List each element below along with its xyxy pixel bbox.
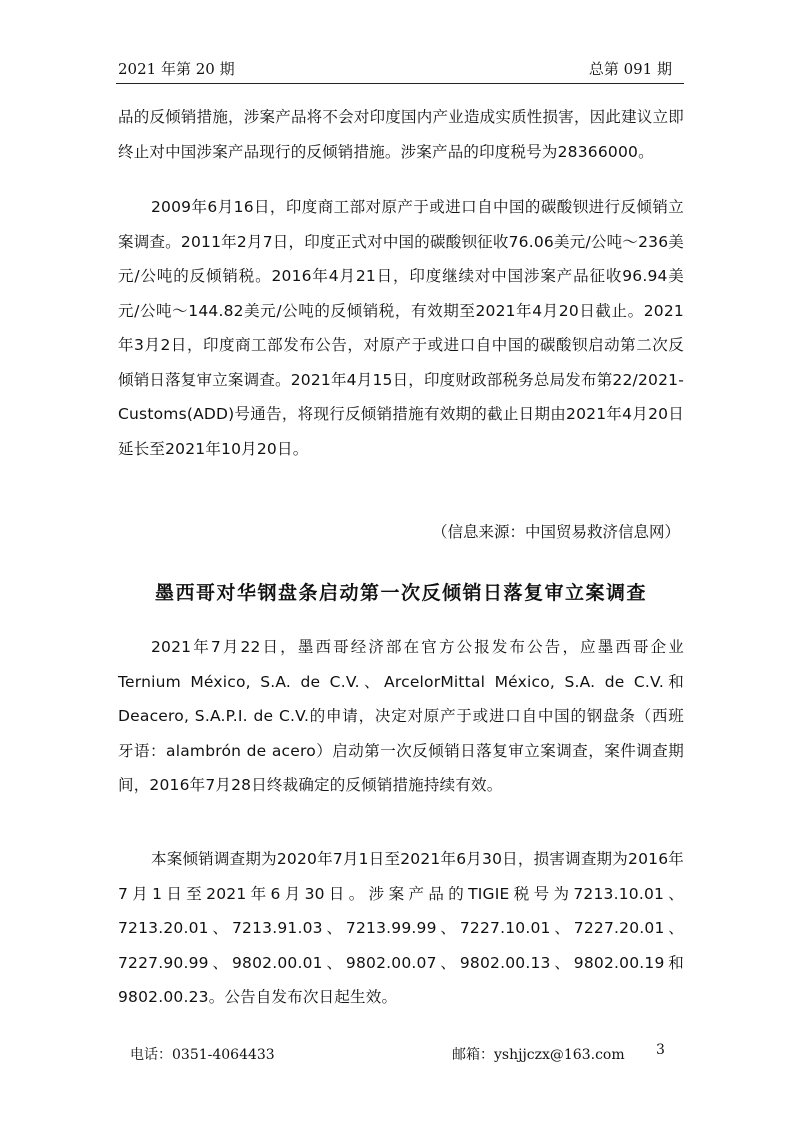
india-barium-carbonate-paragraph: 2009年6月16日，印度商工部对原产于或进口自中国的碳酸钡进行反倾销立案调查。2011年2月7日，印度正式对中国的碳酸钡征收76.06美元/公吨～236美元/公吨的反倾销税。2016年4月21日，印度继续对中国涉案产品征收96.94美元/公吨～144.82美元/公吨的反倾销税，有效期至2021年4月20日截止。2021年3月2日，印度商工部发布公告，对原产于或进口自中国的碳酸钡启动第二次反倾销日落复审立案调查。2021年4月15日，印度财政部税务总局发布第22/2021-Customs(ADD)号通告，将现行反倾销措施有效期的截止日期由2021年4月20日延长至2021年10月20日。 [118,198,684,458]
source-note: （信息来源：中国贸易救济信息网） [431,523,680,541]
section-title: 墨西哥对华钢盘条启动第一次反倾销日落复审立案调查 [154,582,647,604]
mexico-announcement-paragraph: 2021年7月22日，墨西哥经济部在官方公报发布公告，应墨西哥企业Ternium México, S.A. de C.V.、ArcelorMittal México, S.A. de C.V.和Deacero, S.A.P.I. de C.V.的申请，决定对原产于或进口自中国的钢盘条（西班牙语：alambrón de acero）启动第一次反倾销日落复审立案调查，案件调查期间，2016年7月28日终裁确定的反倾销措施持续有效。 [118,638,684,794]
investigation-period-paragraph: 本案倾销调查期为2020年7月1日至2021年6月30日，损害调查期为2016年7月1日至2021年6月30日。涉案产品的TIGIE税号为7213.10.01、7213.20.01、7213.91.03、7213.99.99、7227.10.01、7227.20.01、7227.90.99、9802.00.01、9802.00.07、9802.00.13、9802.00.19和9802.00.23。公告自发布次日起生效。 [118,850,684,1006]
page-header [118,54,682,80]
header-divider [116,83,684,84]
footer-email: 邮箱：yshjjczx@163.com [452,1047,625,1063]
total-issue-number: 总第 091 期 [588,60,672,78]
footer-phone: 电话：0351-4064433 [130,1047,275,1063]
page-number: 3 [656,1042,665,1058]
continued-paragraph: 品的反倾销措施，涉案产品将不会对印度国内产业造成实质性损害，因此建议立即终止对中国涉案产品现行的反倾销措施。涉案产品的印度税号为28366000。 [118,108,684,161]
issue-number: 2021 年第 20 期 [118,60,235,78]
